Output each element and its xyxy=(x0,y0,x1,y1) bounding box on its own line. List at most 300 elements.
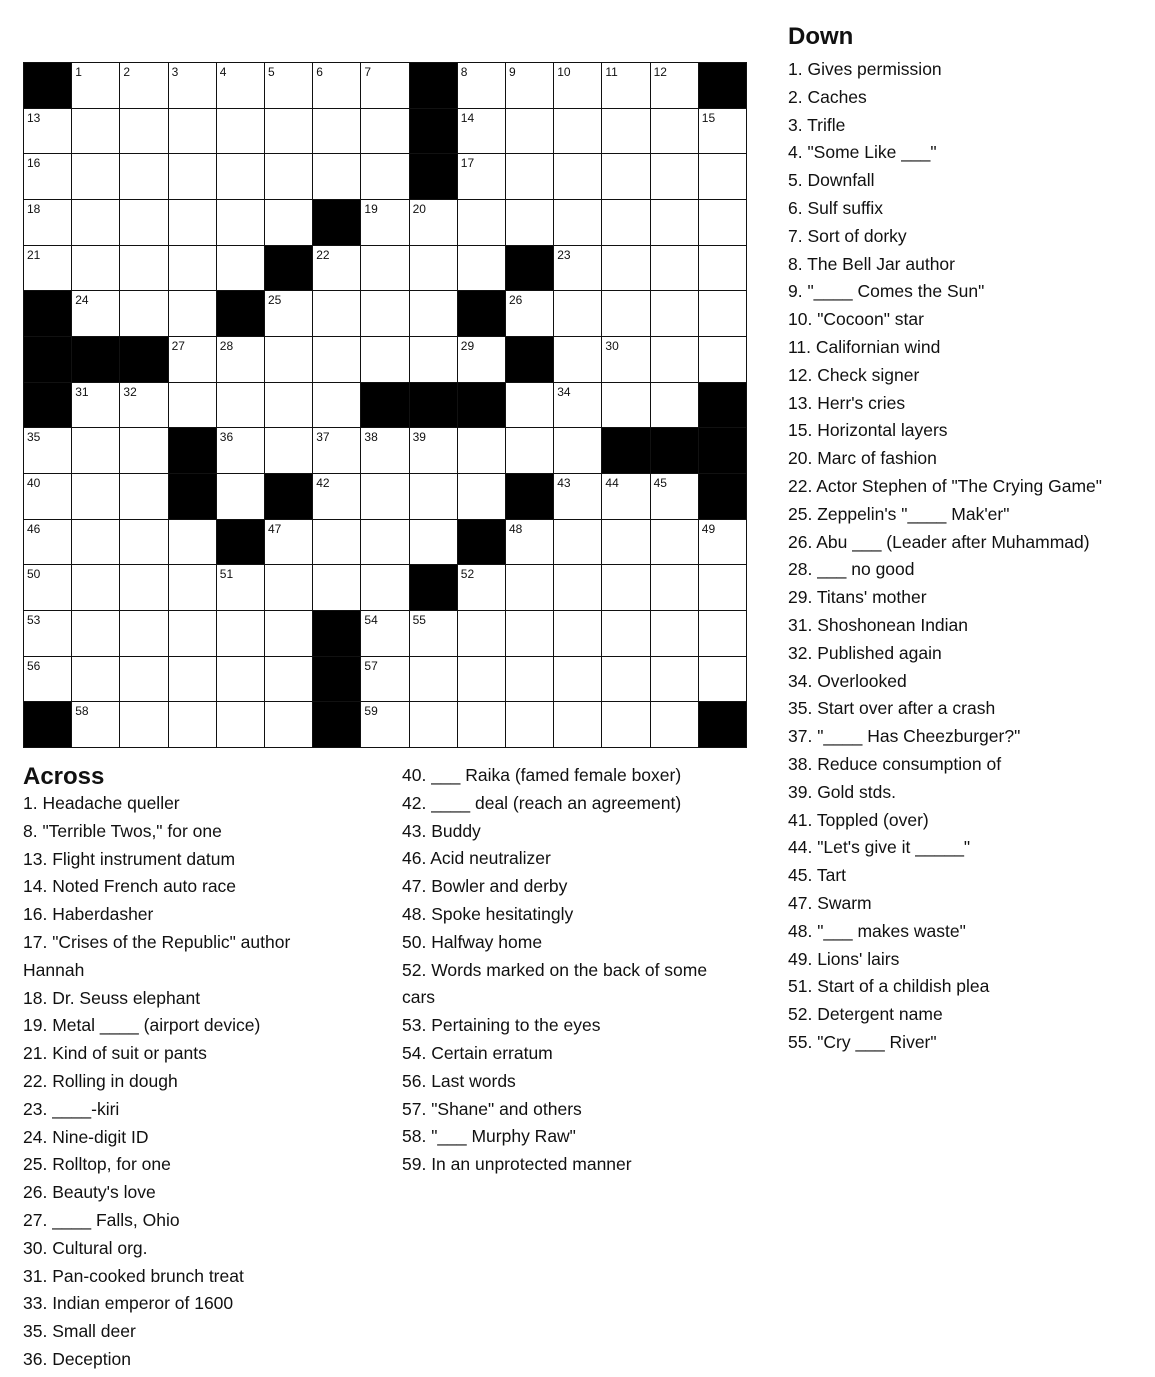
grid-cell[interactable] xyxy=(699,657,747,703)
grid-cell[interactable] xyxy=(506,291,554,337)
grid-block xyxy=(458,291,506,337)
clue-item: 1. Gives permission xyxy=(788,59,942,79)
grid-cell[interactable] xyxy=(458,337,506,383)
grid-cell[interactable] xyxy=(169,337,217,383)
clue-number: 8 xyxy=(460,65,468,79)
grid-cell[interactable] xyxy=(554,565,602,611)
clue-item: 53. Pertaining to the eyes xyxy=(402,1015,601,1036)
grid-block xyxy=(506,474,554,520)
grid-cell[interactable] xyxy=(72,291,120,337)
clue-number: 16 xyxy=(27,156,41,171)
grid-cell[interactable] xyxy=(217,63,265,109)
grid-cell[interactable] xyxy=(72,63,120,109)
grid-cell[interactable] xyxy=(72,383,120,429)
grid-cell[interactable] xyxy=(24,520,72,566)
clue-item: 4. "Some Like ___" xyxy=(788,142,937,163)
grid-cell[interactable] xyxy=(410,657,458,703)
across-clue-list-column-2 xyxy=(402,762,754,1179)
clue-item: 23. ____-kiri xyxy=(23,1098,120,1119)
clue-number: 29 xyxy=(460,339,475,353)
grid-block xyxy=(410,109,458,155)
clue-item: 59. In an unprotected manner xyxy=(402,1154,632,1175)
grid-cell[interactable] xyxy=(651,657,699,703)
clue-number: 25 xyxy=(268,293,282,308)
grid-cell[interactable] xyxy=(72,428,120,474)
grid-cell[interactable] xyxy=(120,428,168,474)
clue-number: 34 xyxy=(557,384,571,399)
grid-cell[interactable] xyxy=(602,657,650,703)
clue-item: 39. Gold stds. xyxy=(788,781,896,802)
grid-cell[interactable] xyxy=(24,109,72,155)
grid-cell[interactable] xyxy=(602,383,650,429)
grid-cell[interactable] xyxy=(265,383,313,429)
clue-number: 23 xyxy=(557,247,571,262)
clue-item: 48. Spoke hesitatingly xyxy=(402,903,574,924)
clue-item: 18. Dr. Seuss elephant xyxy=(23,987,201,1008)
grid-cell[interactable] xyxy=(602,474,650,520)
clue-number: 32 xyxy=(123,384,137,399)
grid-cell[interactable] xyxy=(602,200,650,246)
grid-cell[interactable] xyxy=(651,383,699,429)
grid-cell[interactable] xyxy=(313,63,361,109)
grid-cell[interactable] xyxy=(554,383,602,429)
grid-cell[interactable] xyxy=(410,474,458,520)
grid-cell[interactable] xyxy=(554,246,602,292)
grid-cell[interactable] xyxy=(699,337,747,383)
grid-cell[interactable] xyxy=(506,154,554,200)
grid-cell[interactable] xyxy=(506,63,554,109)
grid-cell[interactable] xyxy=(602,611,650,657)
grid-cell[interactable] xyxy=(24,474,72,520)
grid-cell[interactable] xyxy=(506,428,554,474)
clue-item: 22. Rolling in dough xyxy=(23,1070,178,1091)
grid-cell[interactable] xyxy=(506,611,554,657)
clue-item: 12. Check signer xyxy=(788,364,920,385)
grid-cell[interactable] xyxy=(313,337,361,383)
grid-cell[interactable] xyxy=(554,702,602,748)
grid-block xyxy=(458,520,506,566)
grid-cell[interactable] xyxy=(651,291,699,337)
clue-number: 49 xyxy=(701,521,716,536)
clue-item: 54. Certain erratum xyxy=(402,1042,553,1063)
grid-cell[interactable] xyxy=(169,246,217,292)
clue-item: 49. Lions' lairs xyxy=(788,948,900,969)
grid-cell[interactable] xyxy=(361,291,409,337)
clue-item: 50. Halfway home xyxy=(402,931,543,952)
grid-cell[interactable] xyxy=(265,109,313,155)
clue-item: 22. Actor Stephen of "The Crying Game" xyxy=(788,475,1102,496)
grid-cell[interactable] xyxy=(265,565,313,611)
grid-cell[interactable] xyxy=(554,520,602,566)
clue-number: 37 xyxy=(316,430,330,445)
grid-block xyxy=(699,383,747,429)
grid-cell[interactable] xyxy=(120,565,168,611)
clue-item: 25. Rolltop, for one xyxy=(23,1154,171,1175)
grid-cell[interactable] xyxy=(72,657,120,703)
grid-block xyxy=(410,63,458,109)
grid-cell[interactable] xyxy=(24,154,72,200)
grid-block xyxy=(169,428,217,474)
grid-cell[interactable] xyxy=(361,611,409,657)
grid-cell[interactable] xyxy=(169,383,217,429)
clue-number: 46 xyxy=(27,521,41,536)
across-clue-list-column-1 xyxy=(23,790,368,1374)
grid-cell[interactable] xyxy=(410,520,458,566)
grid-cell[interactable] xyxy=(506,200,554,246)
clue-item: 21. Kind of suit or pants xyxy=(23,1043,207,1064)
clue-number: 19 xyxy=(364,202,378,216)
grid-cell[interactable] xyxy=(169,63,217,109)
clue-item: 8. "Terrible Twos," for one xyxy=(23,820,222,841)
clue-item: 20. Marc of fashion xyxy=(788,448,937,469)
grid-cell[interactable] xyxy=(217,109,265,155)
grid-cell[interactable] xyxy=(24,246,72,292)
clue-item: 42. ____ deal (reach an agreement) xyxy=(402,792,682,813)
grid-cell[interactable] xyxy=(72,246,120,292)
grid-cell[interactable] xyxy=(458,611,506,657)
grid-cell[interactable] xyxy=(217,611,265,657)
clue-number: 30 xyxy=(605,339,619,353)
grid-cell[interactable] xyxy=(217,246,265,292)
clue-item: 41. Toppled (over) xyxy=(788,809,929,830)
grid-cell[interactable] xyxy=(217,200,265,246)
grid-cell[interactable] xyxy=(602,63,650,109)
grid-cell[interactable] xyxy=(313,154,361,200)
clue-number: 24 xyxy=(75,293,89,308)
grid-cell[interactable] xyxy=(458,154,506,200)
grid-cell[interactable] xyxy=(169,657,217,703)
grid-cell[interactable] xyxy=(699,520,747,566)
grid-cell[interactable] xyxy=(361,520,409,566)
grid-cell[interactable] xyxy=(651,109,699,155)
grid-block xyxy=(313,611,361,657)
clue-number: 27 xyxy=(171,339,185,353)
grid-cell[interactable] xyxy=(699,611,747,657)
grid-cell[interactable] xyxy=(554,657,602,703)
grid-cell[interactable] xyxy=(120,109,168,155)
clue-number: 13 xyxy=(27,110,41,125)
clue-item: 25. Zeppelin's "____ Mak'er" xyxy=(788,503,1010,524)
clue-item: 24. Nine-digit ID xyxy=(23,1126,149,1147)
grid-cell[interactable] xyxy=(554,337,602,383)
clue-number: 6 xyxy=(316,65,323,79)
grid-cell[interactable] xyxy=(120,291,168,337)
grid-cell[interactable] xyxy=(651,154,699,200)
grid-cell[interactable] xyxy=(651,474,699,520)
grid-cell[interactable] xyxy=(217,337,265,383)
grid-block xyxy=(506,246,554,292)
grid-block xyxy=(361,383,409,429)
grid-cell[interactable] xyxy=(554,474,602,520)
clue-number: 22 xyxy=(316,247,330,262)
grid-cell[interactable] xyxy=(217,154,265,200)
clue-item: 15. Horizontal layers xyxy=(788,420,948,441)
grid-cell[interactable] xyxy=(217,702,265,748)
grid-block xyxy=(313,702,361,748)
grid-cell[interactable] xyxy=(699,246,747,292)
grid-cell[interactable] xyxy=(265,657,313,703)
grid-cell[interactable] xyxy=(72,154,120,200)
grid-cell[interactable] xyxy=(217,474,265,520)
grid-cell[interactable] xyxy=(554,109,602,155)
grid-cell[interactable] xyxy=(506,565,554,611)
grid-cell[interactable] xyxy=(313,109,361,155)
grid-cell[interactable] xyxy=(361,565,409,611)
grid-cell[interactable] xyxy=(24,200,72,246)
clue-item: 19. Metal ____ (airport device) xyxy=(23,1015,261,1036)
grid-cell[interactable] xyxy=(410,200,458,246)
grid-cell[interactable] xyxy=(361,657,409,703)
grid-cell[interactable] xyxy=(120,520,168,566)
grid-block xyxy=(24,702,72,748)
grid-cell[interactable] xyxy=(602,337,650,383)
clue-number: 54 xyxy=(364,613,378,627)
clue-number: 45 xyxy=(653,476,667,490)
grid-cell[interactable] xyxy=(554,611,602,657)
grid-cell[interactable] xyxy=(361,246,409,292)
grid-cell[interactable] xyxy=(217,428,265,474)
grid-block xyxy=(313,200,361,246)
grid-block xyxy=(120,337,168,383)
clue-number: 48 xyxy=(509,521,523,536)
grid-cell[interactable] xyxy=(120,474,168,520)
clue-number: 39 xyxy=(412,430,426,445)
down-clue-list xyxy=(788,56,1150,1057)
across-heading: Across xyxy=(23,763,105,790)
grid-cell[interactable] xyxy=(265,611,313,657)
clue-item: 58. "___ Murphy Raw" xyxy=(402,1126,576,1147)
clue-number: 7 xyxy=(364,65,372,79)
grid-cell[interactable] xyxy=(120,63,168,109)
clue-item: 52. Words marked on the back of some xyxy=(402,959,708,980)
grid-cell[interactable] xyxy=(72,474,120,520)
clue-item: 26. Beauty's love xyxy=(23,1182,156,1203)
grid-cell[interactable] xyxy=(217,383,265,429)
clue-number: 40 xyxy=(27,476,41,490)
grid-cell[interactable] xyxy=(458,428,506,474)
clue-item: 46. Acid neutralizer xyxy=(402,848,551,869)
grid-cell[interactable] xyxy=(458,565,506,611)
clue-item: 40. ___ Raika (famed female boxer) xyxy=(402,765,682,785)
grid-cell[interactable] xyxy=(217,657,265,703)
grid-cell[interactable] xyxy=(72,702,120,748)
grid-cell[interactable] xyxy=(410,428,458,474)
grid-cell[interactable] xyxy=(169,520,217,566)
grid-cell[interactable] xyxy=(506,702,554,748)
clue-item: 9. "____ Comes the Sun" xyxy=(788,281,985,302)
grid-cell[interactable] xyxy=(458,246,506,292)
grid-cell[interactable] xyxy=(169,200,217,246)
grid-block xyxy=(24,291,72,337)
grid-block xyxy=(699,702,747,748)
grid-cell[interactable] xyxy=(554,154,602,200)
grid-cell[interactable] xyxy=(506,657,554,703)
grid-cell[interactable] xyxy=(651,63,699,109)
grid-cell[interactable] xyxy=(169,109,217,155)
grid-cell[interactable] xyxy=(699,291,747,337)
grid-cell[interactable] xyxy=(410,337,458,383)
grid-cell[interactable] xyxy=(265,291,313,337)
grid-cell[interactable] xyxy=(217,565,265,611)
grid-cell[interactable] xyxy=(361,428,409,474)
clue-item: 1. Headache queller xyxy=(23,793,180,813)
grid-cell[interactable] xyxy=(699,109,747,155)
clue-number: 15 xyxy=(701,110,716,125)
grid-cell[interactable] xyxy=(120,702,168,748)
grid-cell[interactable] xyxy=(602,246,650,292)
clue-number: 12 xyxy=(653,65,667,79)
grid-cell[interactable] xyxy=(554,291,602,337)
grid-cell[interactable] xyxy=(72,109,120,155)
grid-cell[interactable] xyxy=(361,200,409,246)
grid-cell[interactable] xyxy=(265,337,313,383)
grid-cell[interactable] xyxy=(313,383,361,429)
clue-item: cars xyxy=(402,987,436,1008)
grid-cell[interactable] xyxy=(602,565,650,611)
grid-cell[interactable] xyxy=(602,109,650,155)
grid-cell[interactable] xyxy=(120,383,168,429)
clue-item: 16. Haberdasher xyxy=(23,904,154,925)
grid-cell[interactable] xyxy=(651,200,699,246)
grid-cell[interactable] xyxy=(361,154,409,200)
grid-cell[interactable] xyxy=(699,200,747,246)
grid-cell[interactable] xyxy=(458,63,506,109)
grid-cell[interactable] xyxy=(699,154,747,200)
clue-item: 38. Reduce consumption of xyxy=(788,753,1002,774)
grid-cell[interactable] xyxy=(458,474,506,520)
clue-item: 51. Start of a childish plea xyxy=(788,976,990,997)
grid-cell[interactable] xyxy=(458,702,506,748)
clue-number: 50 xyxy=(27,567,41,582)
grid-block xyxy=(410,154,458,200)
grid-cell[interactable] xyxy=(554,63,602,109)
grid-cell[interactable] xyxy=(361,702,409,748)
grid-cell[interactable] xyxy=(554,200,602,246)
clue-number: 17 xyxy=(460,156,475,171)
grid-cell[interactable] xyxy=(458,657,506,703)
clue-number: 26 xyxy=(509,293,523,308)
grid-cell[interactable] xyxy=(361,109,409,155)
clue-number: 10 xyxy=(557,65,571,79)
grid-cell[interactable] xyxy=(361,63,409,109)
clue-number: 1 xyxy=(75,65,82,79)
grid-cell[interactable] xyxy=(361,474,409,520)
grid-cell[interactable] xyxy=(120,246,168,292)
grid-cell[interactable] xyxy=(361,337,409,383)
grid-cell[interactable] xyxy=(410,611,458,657)
clue-number: 55 xyxy=(412,613,426,627)
grid-cell[interactable] xyxy=(313,246,361,292)
clue-number: 57 xyxy=(364,658,378,673)
grid-cell[interactable] xyxy=(313,474,361,520)
grid-cell[interactable] xyxy=(265,520,313,566)
grid-cell[interactable] xyxy=(265,702,313,748)
clue-number: 28 xyxy=(219,339,234,353)
clue-item: 7. Sort of dorky xyxy=(788,225,907,246)
grid-cell[interactable] xyxy=(72,611,120,657)
grid-block xyxy=(458,383,506,429)
grid-block xyxy=(602,428,650,474)
grid-cell[interactable] xyxy=(24,428,72,474)
down-heading: Down xyxy=(788,23,854,50)
grid-cell[interactable] xyxy=(72,200,120,246)
clue-number: 31 xyxy=(75,384,89,399)
clue-number: 2 xyxy=(123,65,131,79)
grid-cell[interactable] xyxy=(458,109,506,155)
grid-cell[interactable] xyxy=(265,428,313,474)
clue-number: 43 xyxy=(557,476,571,490)
grid-cell[interactable] xyxy=(651,702,699,748)
grid-cell[interactable] xyxy=(313,565,361,611)
grid-cell[interactable] xyxy=(651,611,699,657)
clue-item: 28. ___ no good xyxy=(788,559,915,580)
grid-cell[interactable] xyxy=(120,611,168,657)
clue-item: 56. Last words xyxy=(402,1070,516,1091)
grid-cell[interactable] xyxy=(651,246,699,292)
clue-item: 14. Noted French auto race xyxy=(23,876,237,897)
grid-cell[interactable] xyxy=(410,702,458,748)
grid-block xyxy=(699,63,747,109)
grid-cell[interactable] xyxy=(699,565,747,611)
grid-cell[interactable] xyxy=(410,246,458,292)
clue-item: 26. Abu ___ (Leader after Muhammad) xyxy=(788,531,1090,552)
grid-cell[interactable] xyxy=(265,154,313,200)
grid-cell[interactable] xyxy=(265,63,313,109)
grid-cell[interactable] xyxy=(602,154,650,200)
grid-block xyxy=(506,337,554,383)
grid-cell[interactable] xyxy=(169,611,217,657)
grid-cell[interactable] xyxy=(651,520,699,566)
grid-cell[interactable] xyxy=(554,428,602,474)
grid-cell[interactable] xyxy=(120,657,168,703)
grid-cell[interactable] xyxy=(24,657,72,703)
grid-cell[interactable] xyxy=(506,520,554,566)
grid-cell[interactable] xyxy=(169,291,217,337)
clue-item: 27. ____ Falls, Ohio xyxy=(23,1209,180,1230)
grid-cell[interactable] xyxy=(651,565,699,611)
grid-cell[interactable] xyxy=(313,428,361,474)
grid-cell[interactable] xyxy=(506,383,554,429)
grid-cell[interactable] xyxy=(506,109,554,155)
grid-cell[interactable] xyxy=(24,611,72,657)
grid-cell[interactable] xyxy=(169,565,217,611)
clue-number: 35 xyxy=(27,430,41,445)
grid-cell[interactable] xyxy=(313,291,361,337)
grid-block xyxy=(651,428,699,474)
grid-cell[interactable] xyxy=(602,291,650,337)
grid-cell[interactable] xyxy=(602,702,650,748)
grid-cell[interactable] xyxy=(313,520,361,566)
clue-item: 43. Buddy xyxy=(402,820,481,841)
grid-cell[interactable] xyxy=(458,200,506,246)
grid-cell[interactable] xyxy=(72,520,120,566)
grid-cell[interactable] xyxy=(265,200,313,246)
grid-block xyxy=(410,565,458,611)
grid-cell[interactable] xyxy=(410,291,458,337)
clue-item: 55. "Cry ___ River" xyxy=(788,1031,937,1052)
clue-number: 5 xyxy=(268,65,275,79)
grid-cell[interactable] xyxy=(72,565,120,611)
grid-cell[interactable] xyxy=(24,565,72,611)
grid-cell[interactable] xyxy=(120,200,168,246)
grid-cell[interactable] xyxy=(169,154,217,200)
grid-block xyxy=(217,291,265,337)
clue-number: 53 xyxy=(27,613,41,627)
grid-cell[interactable] xyxy=(602,520,650,566)
grid-cell[interactable] xyxy=(169,702,217,748)
grid-cell[interactable] xyxy=(651,337,699,383)
grid-cell[interactable] xyxy=(120,154,168,200)
